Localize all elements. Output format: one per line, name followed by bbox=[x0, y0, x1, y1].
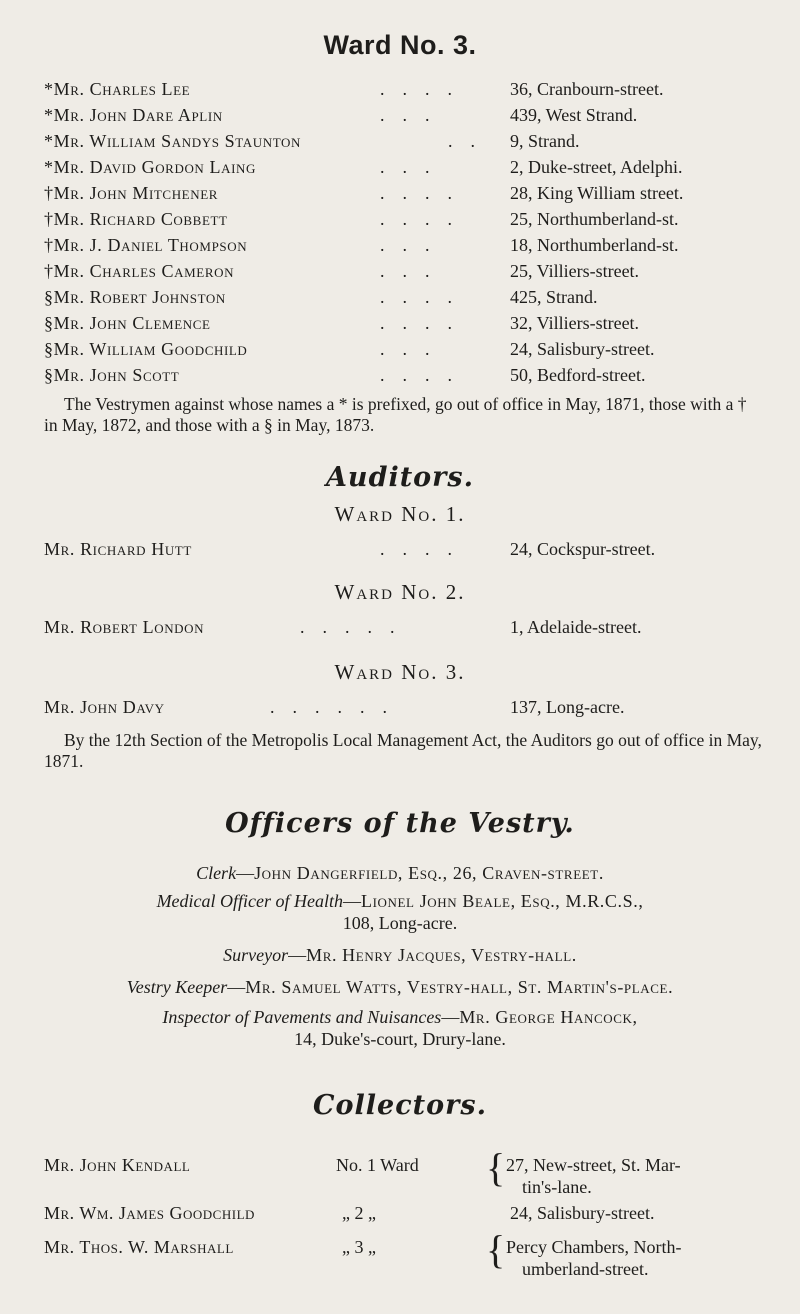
vestryman-address: 2, Duke-street, Adelphi. bbox=[510, 157, 683, 177]
officer-clerk: Clerk—John Dangerfield, Esq., 26, Craven-street. bbox=[196, 863, 604, 883]
vestryman-name: *Mr. John Dare Aplin bbox=[44, 105, 223, 125]
leader-dots: ...... bbox=[270, 697, 405, 717]
officer-inspector: Inspector of Pavements and Nuisances—Mr. George Hancock, bbox=[162, 1007, 638, 1027]
vestryman-address: 425, Strand. bbox=[510, 287, 598, 307]
page-title: Ward No. 3. bbox=[323, 30, 477, 60]
collector-ward: „ 2 „ bbox=[342, 1203, 376, 1223]
auditor-row bbox=[0, 694, 800, 720]
vestryman-address: 9, Strand. bbox=[510, 131, 580, 151]
collector-address bbox=[506, 1154, 791, 1198]
collector-ward: „ 3 „ bbox=[342, 1237, 376, 1257]
brace-icon: { bbox=[486, 1145, 506, 1190]
vestryman-row bbox=[0, 154, 800, 180]
vestryman-row bbox=[0, 206, 800, 232]
collector-name: Mr. John Kendall bbox=[44, 1155, 191, 1175]
collector-address bbox=[506, 1236, 791, 1280]
officer-detail-line: 14, Duke's-court, Drury-lane. bbox=[294, 1029, 506, 1049]
vestryman-address: 439, West Strand. bbox=[510, 105, 638, 125]
collector-row bbox=[0, 1202, 800, 1224]
auditor-ward-heading: Ward No. 3. bbox=[334, 660, 466, 684]
vestryman-row bbox=[0, 128, 800, 154]
officer-role: Clerk bbox=[196, 863, 237, 883]
officer-detail: Mr. Henry Jacques, Vestry-hall. bbox=[306, 945, 577, 965]
vestryman-address: 32, Villiers-street. bbox=[510, 313, 640, 333]
brace-icon: { bbox=[486, 1227, 506, 1272]
vestryman-address: 28, King William street. bbox=[510, 183, 684, 203]
officer-detail-line: 108, Long-acre. bbox=[342, 913, 458, 933]
vestryman-row bbox=[0, 284, 800, 310]
leader-dots: .... bbox=[380, 183, 470, 203]
leader-dots: .. bbox=[448, 131, 493, 151]
collector-address-line1: Percy Chambers, North- bbox=[506, 1237, 682, 1257]
leader-dots: .... bbox=[380, 539, 470, 559]
collectors-heading: Collectors. bbox=[313, 1090, 487, 1121]
officer-role: Vestry Keeper bbox=[126, 977, 228, 997]
leader-dots: ..... bbox=[300, 617, 413, 637]
auditor-address: 1, Adelaide-street. bbox=[510, 617, 642, 637]
officer-role: Medical Officer of Health bbox=[156, 891, 344, 911]
officer-detail: Lionel John Beale, Esq., M.R.C.S., bbox=[361, 891, 644, 911]
officer-detail: Mr. Samuel Watts, Vestry-hall, St. Martin's-place. bbox=[245, 977, 674, 997]
vestryman-row bbox=[0, 76, 800, 102]
leader-dots: .... bbox=[380, 365, 470, 385]
collector-address-line2: tin's-lane. bbox=[522, 1177, 592, 1197]
leader-dots: ... bbox=[380, 261, 448, 281]
leader-dots: .... bbox=[380, 313, 470, 333]
vestryman-row bbox=[0, 102, 800, 128]
officer-detail: Mr. George Hancock, bbox=[459, 1007, 638, 1027]
collector-name: Mr. Wm. James Goodchild bbox=[44, 1203, 255, 1223]
vestry-note: The Vestrymen against whose names a * is prefixed, go out of office in May, 1871, those with a † in May, 1872, and those with a § in May, 1873. bbox=[44, 394, 747, 435]
vestryman-address: 36, Cranbourn-street. bbox=[510, 79, 664, 99]
collector-row bbox=[0, 1227, 800, 1280]
vestryman-name: †Mr. J. Daniel Thompson bbox=[44, 235, 248, 255]
vestryman-row bbox=[0, 310, 800, 336]
officer-surveyor: Surveyor—Mr. Henry Jacques, Vestry-hall. bbox=[223, 945, 577, 965]
leader-dots: .... bbox=[380, 287, 470, 307]
vestryman-row bbox=[0, 336, 800, 362]
leader-dots: .... bbox=[380, 209, 470, 229]
officer-medical: Medical Officer of Health—Lionel John Beale, Esq., M.R.C.S., bbox=[156, 891, 644, 911]
auditor-name: Mr. Richard Hutt bbox=[44, 539, 192, 559]
vestryman-name: †Mr. John Mitchener bbox=[44, 183, 219, 203]
collector-address: 24, Salisbury-street. bbox=[510, 1203, 655, 1223]
vestryman-address: 25, Northumberland-st. bbox=[510, 209, 679, 229]
collector-address-line1: 27, New-street, St. Mar- bbox=[506, 1155, 681, 1175]
vestryman-address: 24, Salisbury-street. bbox=[510, 339, 655, 359]
vestryman-name: †Mr. Charles Cameron bbox=[44, 261, 235, 281]
vestryman-name: §Mr. Robert Johnston bbox=[44, 287, 226, 307]
auditor-ward-heading: Ward No. 1. bbox=[334, 502, 466, 526]
auditors-heading: Auditors. bbox=[325, 462, 475, 493]
vestryman-name: §Mr. John Scott bbox=[44, 365, 180, 385]
leader-dots: ... bbox=[380, 235, 448, 255]
collector-name: Mr. Thos. W. Marshall bbox=[44, 1237, 234, 1257]
auditor-row bbox=[0, 614, 800, 640]
auditor-row bbox=[0, 536, 800, 562]
vestryman-name: *Mr. Charles Lee bbox=[44, 79, 191, 99]
collector-address-line2: umberland-street. bbox=[522, 1259, 649, 1279]
auditors-note: By the 12th Section of the Metropolis Local Management Act, the Auditors go out of office in May, 1871. bbox=[44, 730, 762, 771]
leader-dots: .... bbox=[380, 79, 470, 99]
vestryman-address: 18, Northumberland-st. bbox=[510, 235, 679, 255]
leader-dots: ... bbox=[380, 105, 448, 125]
vestryman-name: *Mr. William Sandys Staunton bbox=[44, 131, 301, 151]
auditor-name: Mr. John Davy bbox=[44, 697, 165, 717]
officer-keeper: Vestry Keeper—Mr. Samuel Watts, Vestry-hall, St. Martin's-place. bbox=[126, 977, 674, 997]
officer-role: Inspector of Pavements and Nuisances bbox=[162, 1007, 442, 1027]
officers-heading: Officers of the Vestry. bbox=[225, 808, 575, 839]
vestryman-address: 50, Bedford-street. bbox=[510, 365, 646, 385]
officer-detail: John Dangerfield, Esq., 26, Craven-street. bbox=[254, 863, 604, 883]
vestryman-name: §Mr. John Clemence bbox=[44, 313, 211, 333]
auditor-name: Mr. Robert London bbox=[44, 617, 205, 637]
officer-role: Surveyor bbox=[223, 945, 289, 965]
vestryman-name: †Mr. Richard Cobbett bbox=[44, 209, 228, 229]
vestryman-name: §Mr. William Goodchild bbox=[44, 339, 248, 359]
vestryman-row bbox=[0, 180, 800, 206]
vestryman-row bbox=[0, 232, 800, 258]
vestryman-name: *Mr. David Gordon Laing bbox=[44, 157, 257, 177]
leader-dots: ... bbox=[380, 157, 448, 177]
auditor-address: 24, Cockspur-street. bbox=[510, 539, 656, 559]
collector-row bbox=[0, 1145, 800, 1198]
auditor-address: 137, Long-acre. bbox=[510, 697, 625, 717]
collector-ward: No. 1 Ward bbox=[336, 1155, 419, 1175]
vestryman-row bbox=[0, 258, 800, 284]
auditor-ward-heading: Ward No. 2. bbox=[334, 580, 466, 604]
vestryman-address: 25, Villiers-street. bbox=[510, 261, 640, 281]
vestryman-row bbox=[0, 362, 800, 388]
leader-dots: ... bbox=[380, 339, 448, 359]
